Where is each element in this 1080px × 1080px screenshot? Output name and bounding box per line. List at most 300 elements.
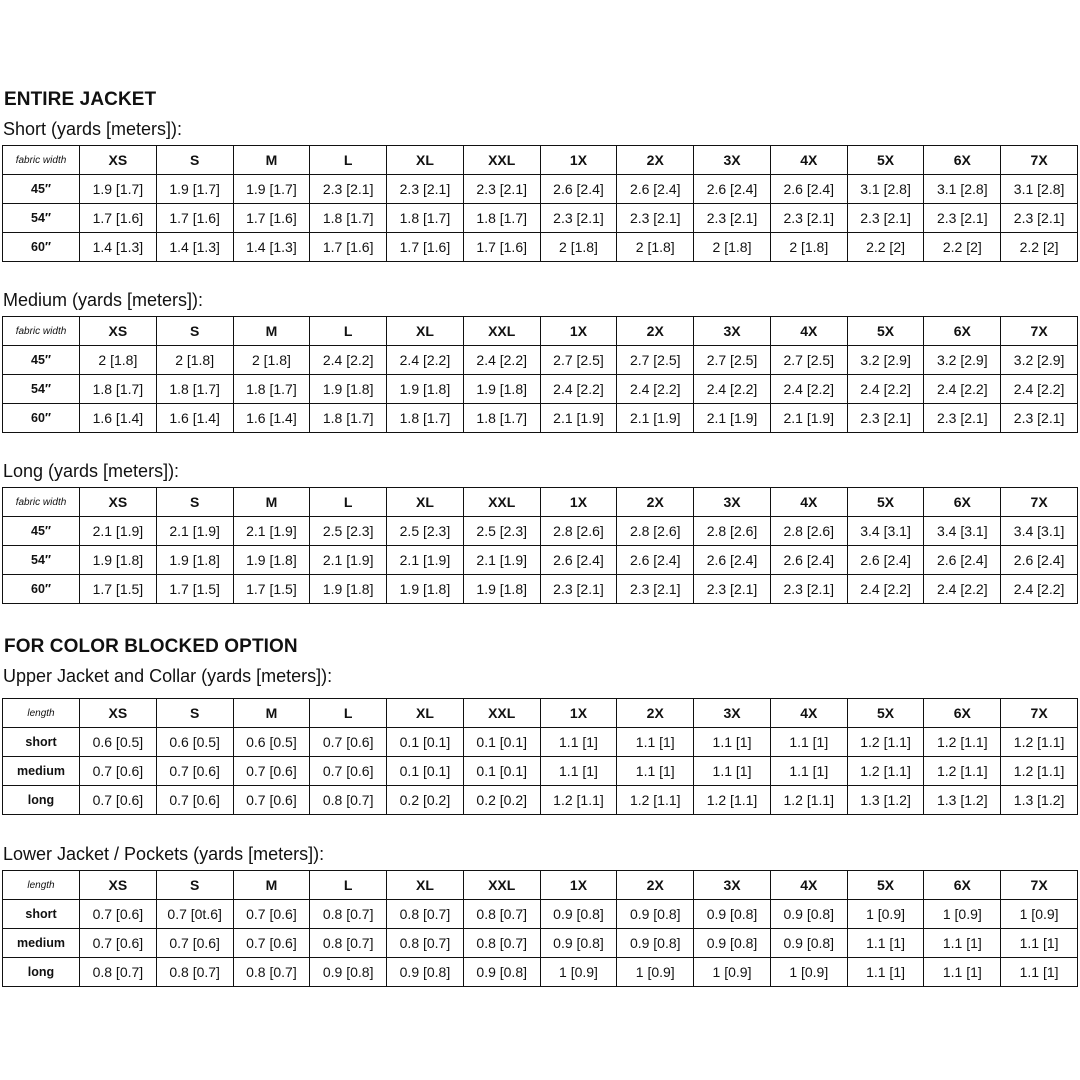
size-header: L [310, 871, 387, 900]
yardage-cell: 2.4 [2.2] [617, 375, 694, 404]
yardage-cell: 2.2 [2] [847, 233, 924, 262]
yardage-cell: 1.8 [1.7] [310, 204, 387, 233]
yardage-cell: 2.6 [2.4] [540, 175, 617, 204]
yardage-cell: 1.6 [1.4] [233, 404, 310, 433]
size-header: M [233, 317, 310, 346]
table-row [3, 233, 1078, 262]
row-label: 54″ [3, 546, 80, 575]
yardage-cell: 1.1 [1] [847, 929, 924, 958]
yardage-cell: 1.6 [1.4] [80, 404, 157, 433]
yardage-cell: 0.8 [0.7] [156, 958, 233, 987]
table-row [3, 728, 1078, 757]
corner-label: fabric width [3, 317, 80, 346]
size-header: XL [387, 146, 464, 175]
yardage-cell: 1 [0.9] [847, 900, 924, 929]
yardage-cell: 0.9 [0.8] [463, 958, 540, 987]
size-header: 3X [694, 488, 771, 517]
row-label: 54″ [3, 204, 80, 233]
yardage-cell: 1.8 [1.7] [387, 204, 464, 233]
size-header: 1X [540, 317, 617, 346]
section-heading-entire-jacket: ENTIRE JACKET [4, 89, 157, 110]
yardage-cell: 1.7 [1.5] [233, 575, 310, 604]
yardage-cell: 2.4 [2.2] [924, 375, 1001, 404]
size-header: 5X [847, 488, 924, 517]
yardage-cell: 2.3 [2.1] [540, 575, 617, 604]
yardage-cell: 1.3 [1.2] [924, 786, 1001, 815]
header-row [3, 871, 1078, 900]
size-header: 1X [540, 871, 617, 900]
size-header: 4X [770, 699, 847, 728]
size-header: 7X [1001, 146, 1078, 175]
table-row [3, 175, 1078, 204]
size-header: 7X [1001, 317, 1078, 346]
yardage-cell: 0.7 [0.6] [156, 929, 233, 958]
yardage-cell: 1 [0.9] [540, 958, 617, 987]
yardage-cell: 2.4 [2.2] [540, 375, 617, 404]
yardage-cell: 2.6 [2.4] [770, 546, 847, 575]
yardage-table-short [2, 145, 1078, 262]
yardage-cell: 0.8 [0.7] [310, 786, 387, 815]
yardage-cell: 0.9 [0.8] [694, 900, 771, 929]
yardage-cell: 1.8 [1.7] [156, 375, 233, 404]
table-row [3, 900, 1078, 929]
yardage-cell: 1.2 [1.1] [540, 786, 617, 815]
yardage-table-medium [2, 316, 1078, 433]
yardage-cell: 2.4 [2.2] [463, 346, 540, 375]
yardage-cell: 1.1 [1] [770, 757, 847, 786]
yardage-cell: 1.2 [1.1] [617, 786, 694, 815]
yardage-cell: 3.2 [2.9] [924, 346, 1001, 375]
yardage-cell: 1.1 [1] [617, 728, 694, 757]
size-header: M [233, 871, 310, 900]
yardage-cell: 0.7 [0.6] [233, 757, 310, 786]
size-header: M [233, 488, 310, 517]
yardage-cell: 2.2 [2] [924, 233, 1001, 262]
table-subtitle-upper-jacket: Upper Jacket and Collar (yards [meters]): [3, 666, 333, 686]
yardage-cell: 1.7 [1.6] [156, 204, 233, 233]
size-header: 2X [617, 317, 694, 346]
table-subtitle-short: Short (yards [meters]): [3, 119, 183, 139]
yardage-cell: 2.3 [2.1] [617, 204, 694, 233]
yardage-cell: 1.7 [1.6] [310, 233, 387, 262]
size-header: XS [80, 871, 157, 900]
yardage-cell: 1.9 [1.8] [80, 546, 157, 575]
yardage-cell: 0.7 [0.6] [80, 786, 157, 815]
size-header: 4X [770, 317, 847, 346]
yardage-cell: 0.8 [0.7] [310, 929, 387, 958]
yardage-cell: 0.7 [0.6] [233, 929, 310, 958]
size-header: 7X [1001, 871, 1078, 900]
yardage-cell: 1.7 [1.6] [233, 204, 310, 233]
yardage-cell: 2.7 [2.5] [770, 346, 847, 375]
header-row [3, 146, 1078, 175]
yardage-cell: 2.1 [1.9] [694, 404, 771, 433]
corner-label: fabric width [3, 146, 80, 175]
yardage-cell: 3.4 [3.1] [1001, 517, 1078, 546]
size-header: 3X [694, 317, 771, 346]
yardage-cell: 2.4 [2.2] [387, 346, 464, 375]
yardage-cell: 1.2 [1.1] [694, 786, 771, 815]
yardage-cell: 0.6 [0.5] [80, 728, 157, 757]
yardage-cell: 1.9 [1.8] [310, 575, 387, 604]
size-header: XL [387, 488, 464, 517]
yardage-cell: 1.1 [1] [1001, 958, 1078, 987]
yardage-cell: 2.6 [2.4] [540, 546, 617, 575]
yardage-table-long [2, 487, 1078, 604]
yardage-cell: 2.1 [1.9] [463, 546, 540, 575]
yardage-cell: 1 [0.9] [1001, 900, 1078, 929]
yardage-cell: 0.9 [0.8] [617, 900, 694, 929]
size-header: 6X [924, 488, 1001, 517]
row-label: short [3, 900, 80, 929]
yardage-cell: 2.3 [2.1] [1001, 204, 1078, 233]
size-header: L [310, 488, 387, 517]
table-row [3, 786, 1078, 815]
yardage-cell: 2 [1.8] [80, 346, 157, 375]
yardage-cell: 1.2 [1.1] [847, 728, 924, 757]
yardage-cell: 0.7 [0.6] [310, 728, 387, 757]
size-header: 2X [617, 699, 694, 728]
yardage-cell: 1.9 [1.8] [387, 575, 464, 604]
table-row [3, 757, 1078, 786]
yardage-cell: 2.6 [2.4] [694, 546, 771, 575]
size-header: 2X [617, 488, 694, 517]
yardage-cell: 2.4 [2.2] [694, 375, 771, 404]
yardage-cell: 0.7 [0t.6] [156, 900, 233, 929]
size-header: 5X [847, 317, 924, 346]
yardage-cell: 2.6 [2.4] [770, 175, 847, 204]
yardage-cell: 3.2 [2.9] [847, 346, 924, 375]
yardage-cell: 0.9 [0.8] [310, 958, 387, 987]
yardage-cell: 1.3 [1.2] [1001, 786, 1078, 815]
size-header: 2X [617, 146, 694, 175]
yardage-cell: 1 [0.9] [770, 958, 847, 987]
yardage-cell: 0.7 [0.6] [80, 757, 157, 786]
yardage-cell: 2.7 [2.5] [617, 346, 694, 375]
row-label: long [3, 786, 80, 815]
yardage-cell: 2.4 [2.2] [924, 575, 1001, 604]
yardage-cell: 0.1 [0.1] [387, 728, 464, 757]
size-header: 5X [847, 871, 924, 900]
yardage-cell: 1.1 [1] [924, 958, 1001, 987]
yardage-cell: 0.7 [0.6] [80, 929, 157, 958]
yardage-cell: 0.9 [0.8] [770, 929, 847, 958]
yardage-cell: 0.9 [0.8] [540, 929, 617, 958]
size-header: 3X [694, 699, 771, 728]
yardage-cell: 0.8 [0.7] [387, 929, 464, 958]
row-label: long [3, 958, 80, 987]
header-row [3, 699, 1078, 728]
yardage-cell: 1.1 [1] [617, 757, 694, 786]
yardage-cell: 1.1 [1] [694, 728, 771, 757]
row-label: medium [3, 757, 80, 786]
yardage-cell: 1.2 [1.1] [770, 786, 847, 815]
yardage-cell: 1.7 [1.6] [387, 233, 464, 262]
size-header: 4X [770, 488, 847, 517]
corner-label: fabric width [3, 488, 80, 517]
row-label: 45″ [3, 346, 80, 375]
size-header: 1X [540, 699, 617, 728]
yardage-cell: 2.4 [2.2] [847, 575, 924, 604]
table-row [3, 517, 1078, 546]
yardage-cell: 3.1 [2.8] [1001, 175, 1078, 204]
yardage-cell: 2.3 [2.1] [1001, 404, 1078, 433]
size-header: XXL [463, 871, 540, 900]
yardage-cell: 1.9 [1.8] [233, 546, 310, 575]
yardage-table-upper-jacket-collar [2, 698, 1078, 815]
yardage-cell: 0.8 [0.7] [233, 958, 310, 987]
size-header: XXL [463, 488, 540, 517]
yardage-cell: 2.1 [1.9] [233, 517, 310, 546]
yardage-cell: 1.1 [1] [1001, 929, 1078, 958]
yardage-cell: 2 [1.8] [156, 346, 233, 375]
size-header: S [156, 488, 233, 517]
size-header: S [156, 871, 233, 900]
yardage-cell: 2.8 [2.6] [617, 517, 694, 546]
yardage-cell: 1.9 [1.8] [463, 575, 540, 604]
yardage-cell: 0.8 [0.7] [310, 900, 387, 929]
yardage-cell: 1.2 [1.1] [847, 757, 924, 786]
row-label: 60″ [3, 404, 80, 433]
yardage-cell: 0.7 [0.6] [156, 757, 233, 786]
yardage-cell: 0.7 [0.6] [233, 786, 310, 815]
yardage-cell: 2.1 [1.9] [617, 404, 694, 433]
size-header: 2X [617, 871, 694, 900]
yardage-cell: 2.6 [2.4] [1001, 546, 1078, 575]
yardage-cell: 1.8 [1.7] [463, 404, 540, 433]
size-header: S [156, 317, 233, 346]
yardage-cell: 0.7 [0.6] [80, 900, 157, 929]
yardage-cell: 2.6 [2.4] [924, 546, 1001, 575]
size-header: 4X [770, 146, 847, 175]
size-header: XS [80, 146, 157, 175]
yardage-cell: 3.4 [3.1] [847, 517, 924, 546]
yardage-cell: 0.2 [0.2] [463, 786, 540, 815]
table-row [3, 346, 1078, 375]
yardage-cell: 1.9 [1.7] [156, 175, 233, 204]
yardage-cell: 1.2 [1.1] [924, 728, 1001, 757]
size-header: 6X [924, 317, 1001, 346]
size-header: L [310, 146, 387, 175]
size-header: XS [80, 317, 157, 346]
yardage-cell: 1.1 [1] [924, 929, 1001, 958]
yardage-cell: 1.4 [1.3] [80, 233, 157, 262]
size-header: 6X [924, 146, 1001, 175]
yardage-cell: 3.2 [2.9] [1001, 346, 1078, 375]
size-header: XXL [463, 317, 540, 346]
yardage-cell: 2 [1.8] [233, 346, 310, 375]
yardage-cell: 1.2 [1.1] [924, 757, 1001, 786]
yardage-cell: 2.4 [2.2] [770, 375, 847, 404]
table-subtitle-lower-jacket: Lower Jacket / Pockets (yards [meters]): [3, 844, 325, 864]
yardage-cell: 2.3 [2.1] [694, 575, 771, 604]
size-header: XXL [463, 146, 540, 175]
yardage-cell: 1.8 [1.7] [80, 375, 157, 404]
yardage-table-lower-jacket-pockets [2, 870, 1078, 987]
size-header: 5X [847, 146, 924, 175]
yardage-cell: 2.6 [2.4] [847, 546, 924, 575]
yardage-cell: 2 [1.8] [694, 233, 771, 262]
yardage-cell: 2 [1.8] [617, 233, 694, 262]
yardage-cell: 3.4 [3.1] [924, 517, 1001, 546]
size-header: 3X [694, 146, 771, 175]
section-heading-color-blocked: FOR COLOR BLOCKED OPTION [4, 636, 298, 657]
yardage-cell: 1.9 [1.8] [387, 375, 464, 404]
yardage-cell: 0.7 [0.6] [156, 786, 233, 815]
size-header: XL [387, 871, 464, 900]
yardage-cell: 0.9 [0.8] [694, 929, 771, 958]
yardage-cell: 1.4 [1.3] [156, 233, 233, 262]
yardage-cell: 1.7 [1.6] [463, 233, 540, 262]
yardage-cell: 0.9 [0.8] [387, 958, 464, 987]
size-header: 6X [924, 699, 1001, 728]
yardage-cell: 1.8 [1.7] [387, 404, 464, 433]
yardage-cell: 2 [1.8] [770, 233, 847, 262]
yardage-cell: 2.7 [2.5] [694, 346, 771, 375]
yardage-cell: 2.8 [2.6] [770, 517, 847, 546]
yardage-cell: 1 [0.9] [694, 958, 771, 987]
yardage-cell: 1.7 [1.5] [156, 575, 233, 604]
yardage-cell: 0.1 [0.1] [387, 757, 464, 786]
size-header: XXL [463, 699, 540, 728]
yardage-cell: 1.8 [1.7] [310, 404, 387, 433]
yardage-cell: 2.3 [2.1] [847, 404, 924, 433]
table-row [3, 204, 1078, 233]
yardage-cell: 0.8 [0.7] [80, 958, 157, 987]
yardage-cell: 2.1 [1.9] [387, 546, 464, 575]
yardage-cell: 2.4 [2.2] [1001, 375, 1078, 404]
yardage-cell: 2.6 [2.4] [617, 175, 694, 204]
yardage-cell: 2.6 [2.4] [694, 175, 771, 204]
size-header: 7X [1001, 488, 1078, 517]
yardage-cell: 2.3 [2.1] [924, 404, 1001, 433]
yardage-cell: 1.4 [1.3] [233, 233, 310, 262]
yardage-cell: 1.1 [1] [694, 757, 771, 786]
size-header: 1X [540, 146, 617, 175]
size-header: M [233, 699, 310, 728]
yardage-cell: 0.9 [0.8] [770, 900, 847, 929]
yardage-cell: 1.9 [1.7] [80, 175, 157, 204]
size-header: L [310, 317, 387, 346]
yardage-cell: 0.2 [0.2] [387, 786, 464, 815]
yardage-cell: 0.9 [0.8] [617, 929, 694, 958]
size-header: M [233, 146, 310, 175]
table-row [3, 546, 1078, 575]
size-header: XL [387, 699, 464, 728]
yardage-cell: 2.1 [1.9] [156, 517, 233, 546]
yardage-cell: 2.3 [2.1] [540, 204, 617, 233]
row-label: 54″ [3, 375, 80, 404]
corner-label: length [3, 871, 80, 900]
yardage-cell: 2.5 [2.3] [463, 517, 540, 546]
yardage-cell: 1.9 [1.8] [310, 375, 387, 404]
row-label: medium [3, 929, 80, 958]
yardage-cell: 0.8 [0.7] [463, 900, 540, 929]
size-header: 1X [540, 488, 617, 517]
yardage-cell: 0.8 [0.7] [387, 900, 464, 929]
yardage-cell: 1.1 [1] [540, 757, 617, 786]
yardage-cell: 0.7 [0.6] [233, 900, 310, 929]
yardage-cell: 2.1 [1.9] [310, 546, 387, 575]
row-label: 45″ [3, 517, 80, 546]
yardage-cell: 1.7 [1.6] [80, 204, 157, 233]
yardage-cell: 2.4 [2.2] [1001, 575, 1078, 604]
yardage-cell: 2.3 [2.1] [617, 575, 694, 604]
yardage-cell: 0.6 [0.5] [233, 728, 310, 757]
size-header: XL [387, 317, 464, 346]
table-row [3, 575, 1078, 604]
size-header: S [156, 146, 233, 175]
yardage-cell: 2.3 [2.1] [387, 175, 464, 204]
row-label: 60″ [3, 233, 80, 262]
yardage-cell: 2.3 [2.1] [847, 204, 924, 233]
yardage-cell: 0.9 [0.8] [540, 900, 617, 929]
yardage-cell: 1.1 [1] [847, 958, 924, 987]
yardage-cell: 2.3 [2.1] [694, 204, 771, 233]
row-label: 60″ [3, 575, 80, 604]
table-row [3, 958, 1078, 987]
yardage-cell: 2.7 [2.5] [540, 346, 617, 375]
yardage-cell: 2.1 [1.9] [770, 404, 847, 433]
yardage-cell: 1.9 [1.7] [233, 175, 310, 204]
yardage-cell: 2.3 [2.1] [924, 204, 1001, 233]
yardage-cell: 2.8 [2.6] [540, 517, 617, 546]
yardage-cell: 0.1 [0.1] [463, 728, 540, 757]
yardage-cell: 2.5 [2.3] [387, 517, 464, 546]
yardage-cell: 2.3 [2.1] [310, 175, 387, 204]
yardage-cell: 2.5 [2.3] [310, 517, 387, 546]
table-subtitle-medium: Medium (yards [meters]): [3, 290, 204, 310]
yardage-cell: 1.3 [1.2] [847, 786, 924, 815]
yardage-cell: 2.1 [1.9] [540, 404, 617, 433]
yardage-cell: 2.3 [2.1] [770, 575, 847, 604]
table-row [3, 929, 1078, 958]
yardage-cell: 0.1 [0.1] [463, 757, 540, 786]
yardage-cell: 1.9 [1.8] [463, 375, 540, 404]
yardage-cell: 2.3 [2.1] [770, 204, 847, 233]
size-header: 6X [924, 871, 1001, 900]
yardage-cell: 1.2 [1.1] [1001, 728, 1078, 757]
size-header: 5X [847, 699, 924, 728]
yardage-cell: 0.8 [0.7] [463, 929, 540, 958]
table-subtitle-long: Long (yards [meters]): [3, 461, 180, 481]
yardage-cell: 0.7 [0.6] [310, 757, 387, 786]
yardage-cell: 0.6 [0.5] [156, 728, 233, 757]
size-header: XS [80, 699, 157, 728]
yardage-cell: 2 [1.8] [540, 233, 617, 262]
yardage-cell: 2.4 [2.2] [847, 375, 924, 404]
corner-label: length [3, 699, 80, 728]
size-header: 3X [694, 871, 771, 900]
row-label: short [3, 728, 80, 757]
size-header: 4X [770, 871, 847, 900]
yardage-cell: 1 [0.9] [924, 900, 1001, 929]
yardage-cell: 2.4 [2.2] [310, 346, 387, 375]
header-row [3, 488, 1078, 517]
yardage-cell: 3.1 [2.8] [924, 175, 1001, 204]
yardage-cell: 2.1 [1.9] [80, 517, 157, 546]
header-row [3, 317, 1078, 346]
yardage-cell: 2.3 [2.1] [463, 175, 540, 204]
yardage-cell: 1.8 [1.7] [463, 204, 540, 233]
size-header: XS [80, 488, 157, 517]
yardage-cell: 1.1 [1] [770, 728, 847, 757]
yardage-cell: 1 [0.9] [617, 958, 694, 987]
yardage-cell: 1.9 [1.8] [156, 546, 233, 575]
yardage-cell: 1.6 [1.4] [156, 404, 233, 433]
yardage-cell: 3.1 [2.8] [847, 175, 924, 204]
size-header: S [156, 699, 233, 728]
